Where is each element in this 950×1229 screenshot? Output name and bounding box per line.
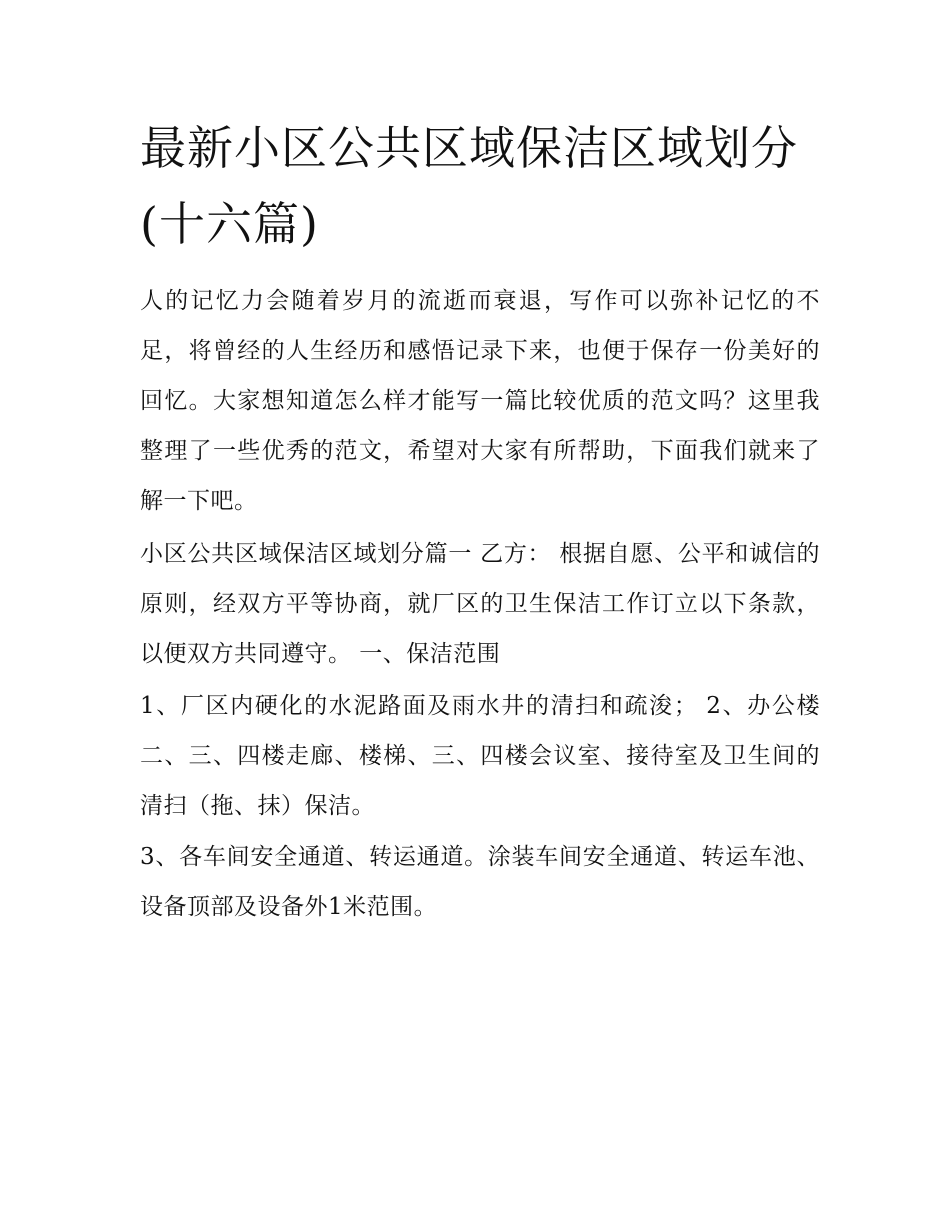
contract-intro-paragraph: 小区公共区域保洁区域划分篇一 乙方： 根据自愿、公平和诚信的原则，经双方平等协商，就厂区的卫生保洁工作订立以下条款，以便双方共同遵守。 一、保洁范围 — [140, 541, 820, 667]
cleaning-scope-item-3: 3、各车间安全通道、转运通道。涂装车间安全通道、转运车池、设备顶部及设备外1米范围。 — [140, 844, 820, 920]
intro-paragraph: 人的记忆力会随着岁月的流逝而衰退，写作可以弥补记忆的不足，将曾经的人生经历和感悟记录下来，也便于保存一份美好的回忆。大家想知道怎么样才能写一篇比较优质的范文吗？这里我整理了一些优秀的范文，希望对大家有所帮助，下面我们就来了解一下吧。 — [140, 288, 820, 514]
cleaning-scope-items-1-2: 1、厂区内硬化的水泥路面及雨水井的清扫和疏浚； 2、办公楼二、三、四楼走廊、楼梯、三、四楼会议室、接待室及卫生间的清扫（拖、抹）保洁。 — [140, 693, 820, 819]
document-title: 最新小区公共区域保洁区域划分(十六篇) — [140, 121, 798, 251]
